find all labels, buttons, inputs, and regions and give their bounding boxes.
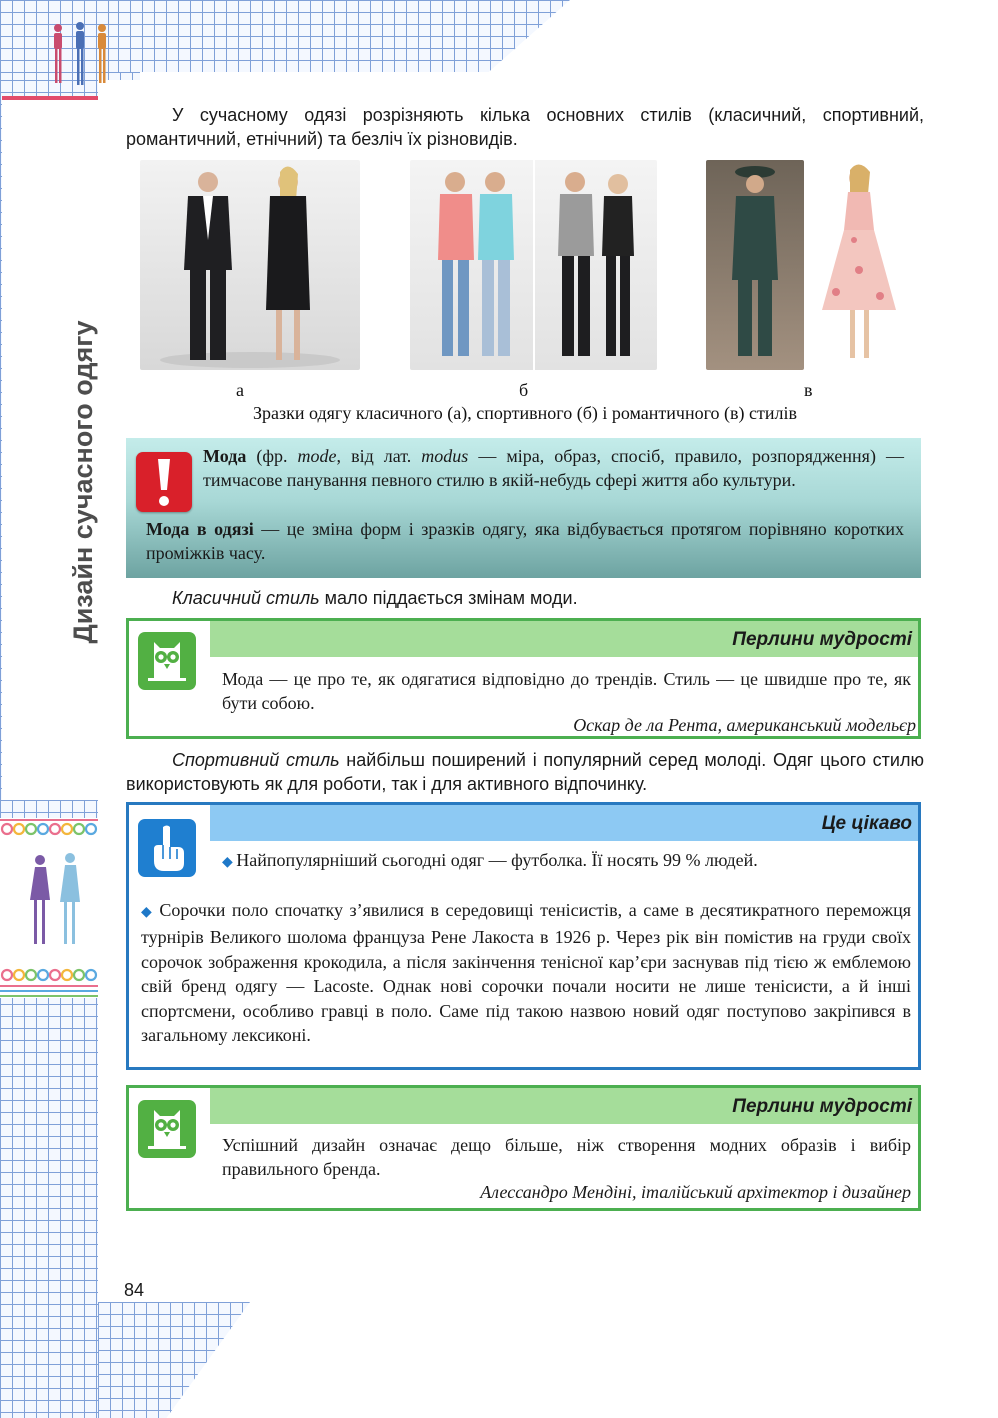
definition-text-b: , від лат. — [336, 446, 422, 466]
side-tab-title: Дизайн сучасного одягу — [68, 320, 98, 644]
photo-classic-style — [140, 160, 360, 370]
wisdom-box-2 — [126, 1085, 921, 1211]
intro-paragraph: У сучасному одязі розрізняють кілька основних стилів (класичний, спортивний, романтичний, етнічний) та безліч їх різновидів. — [126, 105, 924, 149]
classic-style-term: Класичний стиль — [172, 588, 320, 608]
exclamation-icon — [136, 452, 192, 512]
figure-caption: Зразки одягу класичного (а), спортивного (б) і романтичного (в) стилів — [253, 403, 797, 423]
wisdom-box-1-author: Оскар де ла Рента, американський модельєр — [573, 715, 916, 735]
wisdom-box-2-title: Перлини мудрості — [732, 1096, 912, 1117]
definition-word-modus: modus — [421, 446, 469, 466]
interesting-box — [126, 802, 921, 1070]
photo-sport-style — [410, 160, 657, 370]
interesting-box-header — [210, 805, 918, 841]
photo-romantic-dress — [814, 160, 904, 370]
interesting-bullet-2 — [141, 898, 911, 1047]
definition-term-moda: Мода — [203, 446, 247, 466]
sport-style-paragraph — [126, 748, 924, 796]
decorative-ring-row-bottom — [0, 964, 98, 998]
figure-label-b: б — [519, 380, 529, 400]
definition-text-c: — міра, образ, спосіб, правило, розпорядження) — тимчасове панування певного стилю в якій-небудь сфері життя або культури. — [203, 446, 904, 490]
interesting-bullet-1 — [222, 848, 911, 875]
definition-text-a: (фр. — [246, 446, 298, 466]
decorative-ring-row-top — [0, 818, 98, 838]
diamond-bullet-icon: ◆ — [141, 905, 160, 920]
wisdom-box-2-header — [210, 1088, 918, 1124]
diamond-bullet-icon: ◆ — [222, 855, 237, 870]
definition-term-moda-v-odiazi: Мода в одязі — [146, 519, 254, 539]
definition-word-mode: mode — [297, 446, 337, 466]
wisdom-box-1-header — [210, 621, 918, 657]
wisdom-box-1 — [126, 618, 921, 739]
definition-box — [126, 438, 921, 578]
classic-style-text: мало піддається змінам моди. — [319, 588, 578, 608]
sport-style-text: найбільш поширений і популярний серед молоді. Одяг цього стилю використовують як для роботи, так і для активного відпочинку. — [126, 750, 924, 794]
definition-fashion-clothing — [146, 517, 904, 565]
page-number: 84 — [124, 1280, 145, 1300]
owl-icon — [138, 1100, 196, 1158]
definition-fashion — [203, 444, 904, 492]
owl-icon — [138, 632, 196, 690]
wisdom-box-2-quote: Успішний дизайн означає дещо більше, ніж створення модних образів і вибір правильного бренда. — [222, 1135, 911, 1179]
figure-label-a: а — [236, 380, 244, 400]
wisdom-box-1-quote: Мода — це про те, як одягатися відповідно до трендів. Стиль — це швидше про те, як бути собою. — [222, 669, 911, 713]
pointing-hand-icon — [138, 819, 196, 877]
figure-label-v: в — [804, 380, 813, 400]
fashion-sketch-panel — [0, 838, 98, 964]
photo-romantic-style — [706, 160, 804, 370]
fashion-sketch-figures-icon — [48, 20, 114, 92]
interesting-bullet-1-text: Найпопулярніший сьогодні одяг — футболка. Її носять 99 % людей. — [236, 850, 758, 870]
wisdom-box-1-title: Перлини мудрості — [732, 629, 912, 650]
interesting-bullet-2-text: Сорочки поло спочатку з’явилися в середовищі тенісистів, а саме в десятикратного переможця турнірів Великого шолома француза Рене Лакоста в 1926 р. Через рік він помістив на груди своїх сорочок зображення крокодила, а після закінчення тенісної кар’єри заснував під тією ж емблемою свій бренд одягу — Lacoste. Однак нові сорочки почали носити не лише тенісисти, а й інші спортсмени, особливо гравці в поло. Саме під такою назвою новий одяг поступово закріпився в загальному лексиконі. — [141, 900, 911, 1046]
definition-text-d: — це зміна форм і зразків одягу, яка відбувається протягом порівняно коротких проміжків часу. — [146, 519, 904, 563]
grid-background-bottom — [98, 1302, 250, 1418]
wisdom-box-2-author: Алессандро Мендіні, італійський архітектор і дизайнер — [480, 1182, 911, 1202]
interesting-box-title: Це цікаво — [821, 813, 912, 834]
grid-background-top-strip — [118, 0, 570, 72]
sport-style-term: Спортивний стиль — [172, 750, 340, 770]
classic-style-line — [172, 588, 578, 609]
side-tab — [2, 96, 98, 800]
